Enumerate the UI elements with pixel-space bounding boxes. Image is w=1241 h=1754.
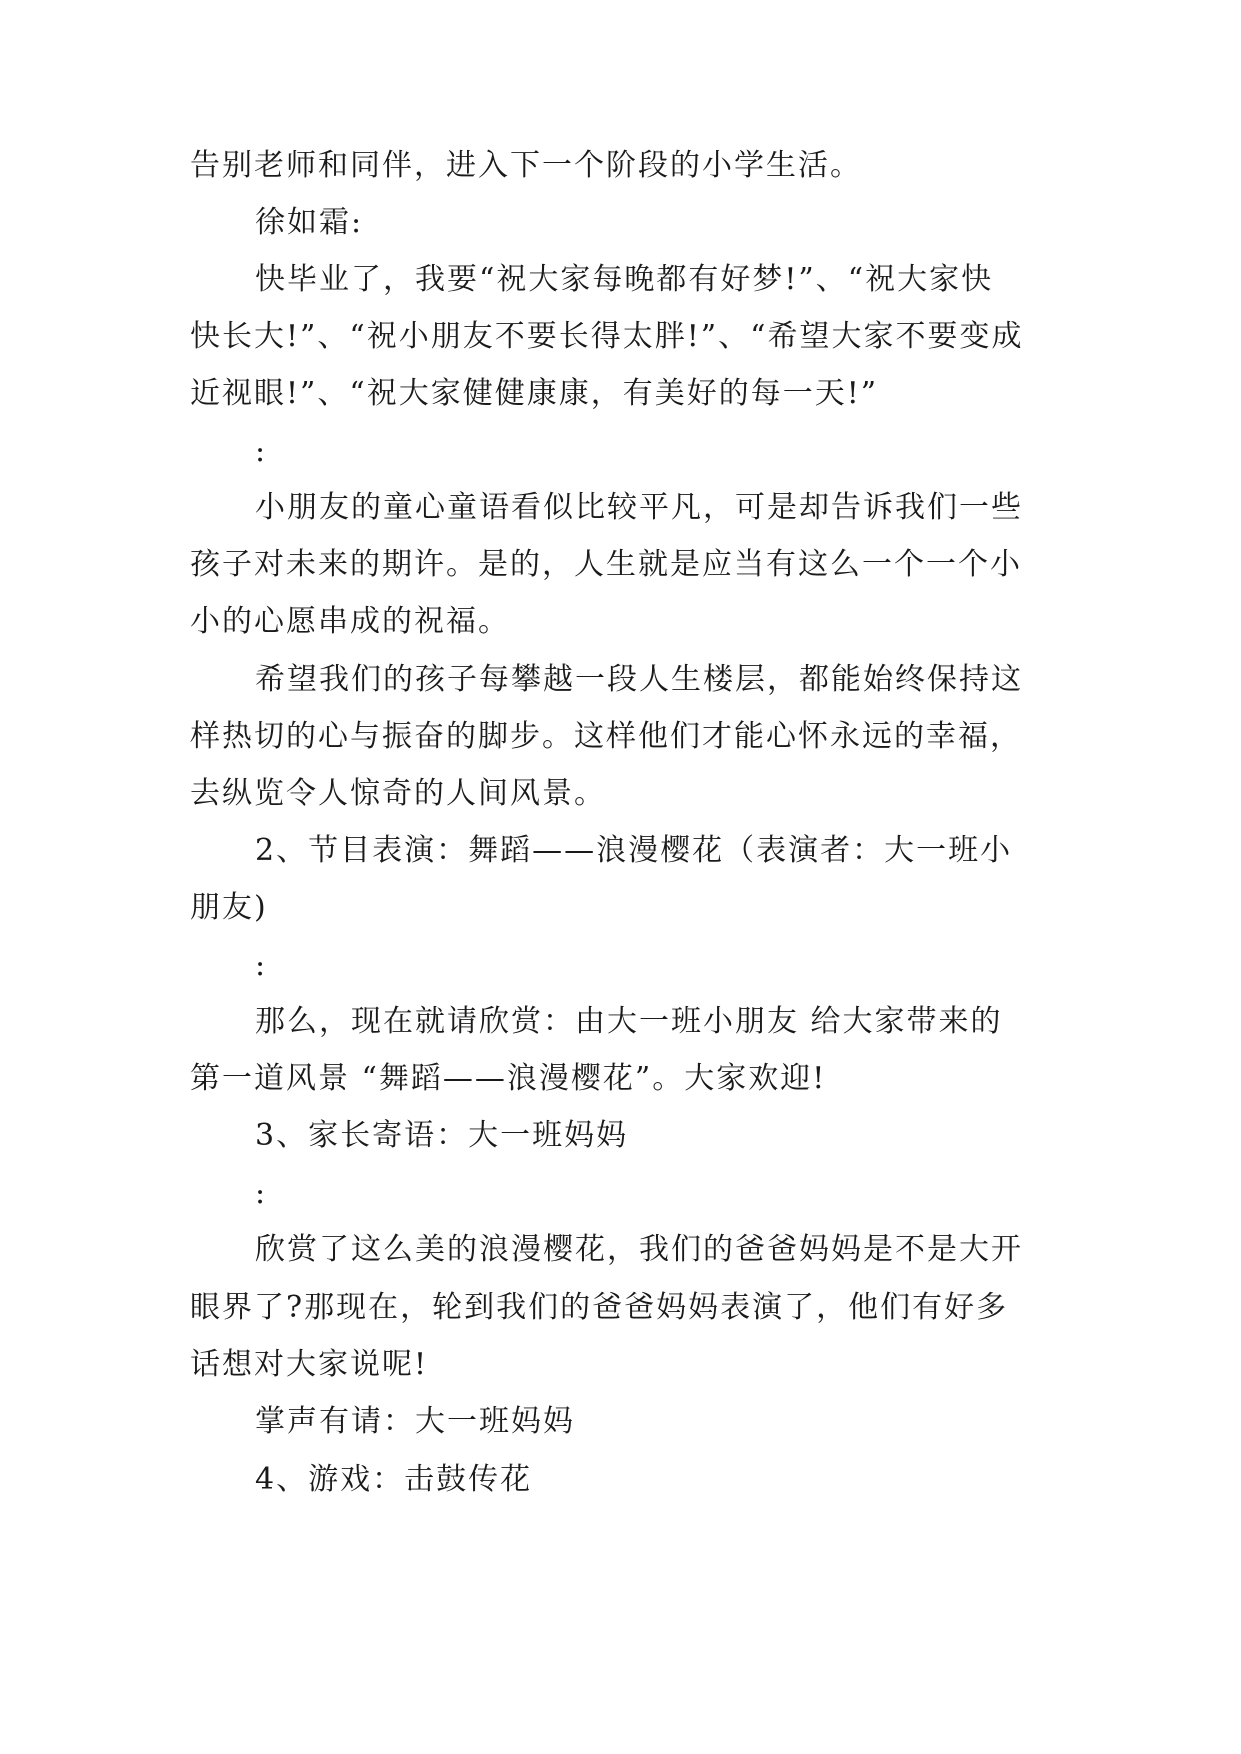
text-line: : bbox=[255, 434, 268, 469]
text-line: 那么，现在就请欣赏：由大一班小朋友 给大家带来的 bbox=[255, 1004, 1003, 1039]
text-line: 掌声有请：大一班妈妈 bbox=[255, 1404, 575, 1439]
text-line: 近视眼!”、“祝大家健健康康，有美好的每一天!” bbox=[190, 376, 879, 411]
text-line: : bbox=[255, 948, 268, 983]
text-line: 3、家长寄语：大一班妈妈 bbox=[255, 1118, 629, 1153]
text-line: 孩子对未来的期许。是的，人生就是应当有这么一个一个小 bbox=[190, 547, 1022, 582]
text-line: 朋友) bbox=[190, 890, 268, 925]
text-line: 欣赏了这么美的浪漫樱花，我们的爸爸妈妈是不是大开 bbox=[255, 1232, 1023, 1267]
text-line: 话想对大家说呢! bbox=[190, 1347, 429, 1382]
text-line: 2、节目表演：舞蹈——浪漫樱花（表演者：大一班小 bbox=[255, 833, 1013, 868]
text-line: 第一道风景 “舞蹈——浪漫樱花”。大家欢迎! bbox=[190, 1061, 827, 1096]
text-line: 眼界了?那现在，轮到我们的爸爸妈妈表演了，他们有好多 bbox=[190, 1290, 1009, 1325]
text-line: 快长大!”、“祝小朋友不要长得太胖!”、“希望大家不要变成 bbox=[190, 319, 1024, 354]
text-line: : bbox=[255, 1176, 268, 1211]
text-line: 小朋友的童心童语看似比较平凡，可是却告诉我们一些 bbox=[255, 490, 1023, 525]
text-line: 4、游戏：击鼓传花 bbox=[255, 1462, 533, 1497]
text-line: 告别老师和同伴，进入下一个阶段的小学生活。 bbox=[190, 148, 862, 183]
text-line: 小的心愿串成的祝福。 bbox=[190, 604, 510, 639]
text-line: 去纵览令人惊奇的人间风景。 bbox=[190, 776, 606, 811]
text-line: 快毕业了，我要“祝大家每晚都有好梦!”、“祝大家快 bbox=[255, 262, 994, 297]
text-line: 徐如霜: bbox=[255, 205, 364, 240]
text-line: 样热切的心与振奋的脚步。这样他们才能心怀永远的幸福， bbox=[190, 719, 1022, 754]
text-line: 希望我们的孩子每攀越一段人生楼层，都能始终保持这 bbox=[255, 662, 1023, 697]
